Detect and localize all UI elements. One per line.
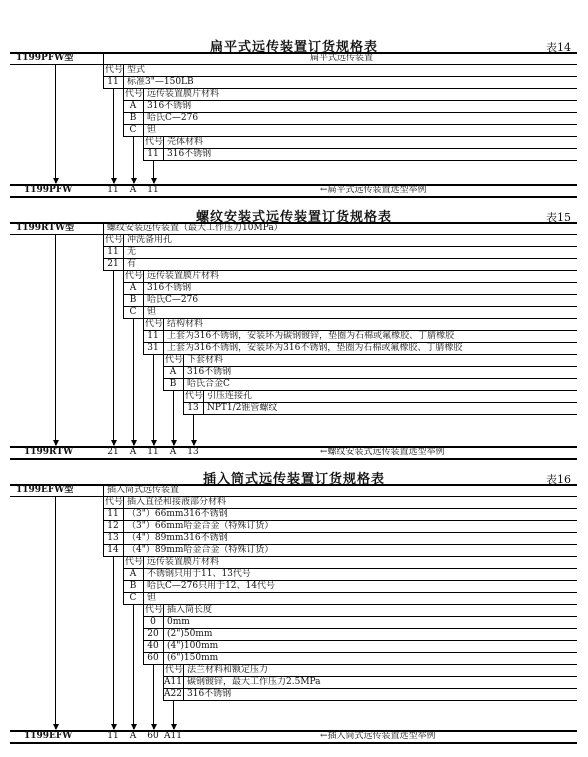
code-divider [143, 306, 144, 318]
example-model: 1199RTW [24, 447, 74, 457]
header-rule [10, 64, 577, 65]
option-code: B [169, 379, 177, 389]
option-item: 316不锈钢 [187, 689, 232, 699]
option-code: 14 [107, 545, 119, 555]
option-item: 碳钢镀锌，最大工作压力2.5MPa [187, 677, 321, 687]
code-column-header: 代号 [105, 65, 124, 75]
group-header: 型式 [127, 65, 146, 75]
code-stem-line [153, 354, 154, 445]
group-header: 插入筒长度 [167, 605, 213, 615]
group-header: 壳体材料 [167, 137, 204, 147]
option-item: 0mm [167, 617, 190, 627]
group-divider [183, 390, 184, 402]
option-item: 钽 [147, 307, 157, 317]
group-divider [123, 556, 124, 568]
code-divider [143, 100, 144, 112]
option-item: 316不锈钢 [147, 101, 192, 111]
code-column-header: 代号 [165, 355, 184, 365]
example-label: ←插入筒式远传装置选型举例 [320, 731, 436, 741]
group-divider [143, 318, 144, 330]
option-code: 11 [107, 509, 119, 519]
example-code: 11 [147, 185, 159, 195]
code-divider [183, 366, 184, 378]
option-item: 316不锈钢 [147, 283, 192, 293]
code-divider [123, 532, 124, 544]
option-code: C [129, 593, 137, 603]
code-stem-line [133, 318, 134, 445]
option-item: （3"）66mm哈金合金（特殊订货） [127, 521, 274, 531]
code-divider [123, 508, 124, 520]
option-rule [123, 124, 577, 125]
example-code: A11 [164, 731, 182, 741]
option-code: B [129, 295, 137, 305]
code-divider [123, 496, 124, 508]
table-top-rule [10, 222, 577, 224]
code-divider [123, 258, 124, 270]
code-column-header: 代号 [165, 665, 184, 675]
option-code: 12 [107, 521, 119, 531]
option-code: 40 [147, 641, 159, 651]
group-header: 结构材料 [167, 319, 204, 329]
option-rule [123, 306, 577, 307]
option-item: 哈氏合金C [187, 379, 230, 389]
option-item: 不锈钢只用于11、13代号 [147, 569, 251, 579]
code-divider [163, 318, 164, 330]
example-code: A [129, 447, 137, 457]
table-number: 表16 [546, 473, 571, 486]
option-code: 11 [107, 77, 119, 87]
code-column-header: 代号 [185, 391, 204, 401]
example-code: 60 [147, 731, 159, 741]
example-code: 11 [107, 185, 119, 195]
example-label: ←扁平式远传装置选型举例 [320, 185, 427, 195]
option-code: A [129, 569, 137, 579]
option-code: 60 [147, 653, 159, 663]
option-code: B [129, 581, 137, 591]
table-number: 表15 [546, 211, 571, 224]
option-code: A [169, 367, 177, 377]
option-item: 无 [127, 247, 137, 257]
code-divider [163, 604, 164, 616]
option-rule [123, 592, 577, 593]
option-code: 11 [107, 247, 119, 257]
code-divider [163, 652, 164, 664]
option-item: NPT1/2锥管螺纹 [207, 403, 278, 413]
model-label: 1199PFW型 [16, 53, 74, 63]
code-divider [143, 282, 144, 294]
option-item: (2")50mm [167, 629, 213, 639]
option-item: 316不锈钢 [187, 367, 232, 377]
group-divider [143, 604, 144, 616]
option-item: 上套为316不锈钢，安装环为碳钢镀锌，垫圈为石棉或氟橡胶、丁腈橡胶 [167, 331, 455, 341]
code-divider [143, 270, 144, 282]
code-divider [163, 148, 164, 160]
table-top-rule [10, 484, 577, 486]
table-bottom-rule [10, 742, 577, 744]
code-divider [123, 234, 124, 246]
code-stem-line [173, 390, 174, 445]
option-code: C [129, 125, 137, 135]
code-divider [163, 616, 164, 628]
group-header: 法兰材料和额定压力 [187, 665, 269, 675]
option-rule [163, 700, 577, 701]
code-stem-line [113, 270, 114, 445]
code-divider [183, 354, 184, 366]
table-title: 螺纹安装式远传装置订货规格表 [195, 210, 392, 225]
option-item: 哈氏C—276 [147, 295, 199, 305]
group-divider [103, 496, 104, 508]
group-divider [143, 136, 144, 148]
header-divider [103, 52, 104, 64]
example-model: 1199PFW [24, 185, 73, 195]
code-divider [123, 520, 124, 532]
code-divider [143, 592, 144, 604]
option-item: （3"）66mm316不锈钢 [127, 509, 228, 519]
code-stem-line [113, 556, 114, 729]
code-divider [123, 76, 124, 88]
option-code: C [129, 307, 137, 317]
example-code: 21 [107, 447, 119, 457]
code-divider [163, 330, 164, 342]
code-divider [143, 556, 144, 568]
example-code: A [169, 447, 177, 457]
model-stem-line [55, 234, 56, 445]
option-code: 13 [107, 533, 119, 543]
model-label: 1199RTW型 [16, 223, 75, 233]
table-header: 扁平式远传装置 [310, 53, 374, 63]
code-stem-line [153, 664, 154, 729]
example-rule [10, 184, 577, 186]
code-divider [183, 664, 184, 676]
example-code: A [129, 185, 137, 195]
option-item: (6")150mm [167, 653, 219, 663]
group-header-rule [143, 616, 577, 617]
option-rule [183, 414, 577, 415]
group-header: 远传装置膜片材料 [147, 89, 220, 99]
table-title: 插入筒式远传装置订货规格表 [202, 472, 385, 487]
example-code: A [129, 731, 137, 741]
option-item: （4"）89mm316不锈钢 [127, 533, 228, 543]
header-divider [103, 222, 104, 234]
code-divider [123, 64, 124, 76]
table-bottom-rule [10, 196, 577, 198]
header-divider [103, 484, 104, 496]
option-code: A [129, 283, 137, 293]
option-code: A22 [164, 689, 182, 699]
group-header: 远传装置膜片材料 [147, 271, 220, 281]
code-column-header: 代号 [105, 235, 124, 245]
code-stem-line [113, 88, 114, 183]
code-divider [163, 342, 164, 354]
table-header: 插入筒式远传装置 [107, 485, 180, 495]
group-divider [123, 270, 124, 282]
model-stem-line [55, 64, 56, 183]
option-item: 钽 [147, 125, 157, 135]
header-rule [10, 496, 577, 497]
code-divider [143, 124, 144, 136]
group-header-rule [103, 246, 577, 247]
code-divider [183, 378, 184, 390]
option-code: 20 [147, 629, 159, 639]
code-divider [163, 136, 164, 148]
code-column-header: 代号 [125, 89, 144, 99]
table-bottom-rule [10, 458, 577, 460]
example-label: ←螺纹安装式远传装置选型举例 [320, 447, 445, 457]
option-item: 标准3"—150LB [127, 77, 194, 87]
code-divider [143, 568, 144, 580]
example-model: 1199EFW [24, 731, 73, 741]
option-code: 21 [107, 259, 119, 269]
code-column-header: 代号 [145, 319, 164, 329]
header-rule [10, 234, 577, 235]
code-column-header: 代号 [125, 271, 144, 281]
group-header: 引压连接孔 [207, 391, 253, 401]
table-title: 扁平式远传装置订货规格表 [209, 40, 378, 55]
group-divider [163, 664, 164, 676]
option-code: 13 [187, 403, 199, 413]
group-divider [163, 354, 164, 366]
option-code: 31 [147, 343, 159, 353]
table-number: 表14 [546, 41, 571, 54]
option-code: B [129, 113, 137, 123]
option-rule [103, 258, 577, 259]
code-divider [183, 676, 184, 688]
example-code: 13 [187, 447, 199, 457]
option-item: 316不锈钢 [167, 149, 212, 159]
option-item: 哈氏C—276只用于12、14代号 [147, 581, 275, 591]
code-divider [143, 112, 144, 124]
table-top-rule [10, 52, 577, 54]
code-divider [143, 294, 144, 306]
code-divider [203, 390, 204, 402]
code-divider [163, 640, 164, 652]
group-divider [103, 234, 104, 246]
option-item: 哈氏C—276 [147, 113, 199, 123]
example-code: 11 [147, 447, 159, 457]
code-divider [143, 580, 144, 592]
example-rule [10, 446, 577, 448]
model-stem-line [55, 496, 56, 729]
option-item: 钽 [147, 593, 157, 603]
group-header: 远传装置膜片材料 [147, 557, 220, 567]
model-label: 1199EFW型 [16, 485, 74, 495]
option-rule [143, 160, 577, 161]
code-stem-line [133, 136, 134, 183]
table-header: 螺纹安装远传装置（最大工作压力10MPa） [107, 223, 283, 233]
code-divider [123, 246, 124, 258]
group-divider [123, 88, 124, 100]
group-header: 插入直径和接液部分材料 [127, 497, 227, 507]
code-divider [203, 402, 204, 414]
group-header: 冲洗备用孔 [127, 235, 173, 245]
code-column-header: 代号 [105, 497, 124, 507]
option-code: A11 [164, 677, 182, 687]
option-item: 上套为316不锈钢，安装环为316不锈钢，垫圈为石棉或氟橡胶、丁腈橡胶 [167, 343, 463, 353]
option-item: 有 [127, 259, 137, 269]
option-code: 11 [147, 331, 159, 341]
option-item: (4")100mm [167, 641, 219, 651]
code-column-header: 代号 [125, 557, 144, 567]
group-header: 下套材料 [187, 355, 224, 365]
option-item: （4"）89mm哈金合金（特殊订货） [127, 545, 274, 555]
option-code: 11 [147, 149, 159, 159]
option-code: 0 [150, 617, 156, 627]
group-divider [103, 64, 104, 76]
example-rule [10, 730, 577, 732]
code-divider [143, 88, 144, 100]
code-divider [123, 544, 124, 556]
code-divider [183, 688, 184, 700]
code-column-header: 代号 [145, 137, 164, 147]
code-divider [163, 628, 164, 640]
option-code: A [129, 101, 137, 111]
code-column-header: 代号 [145, 605, 164, 615]
example-code: 11 [107, 731, 119, 741]
code-stem-line [133, 604, 134, 729]
